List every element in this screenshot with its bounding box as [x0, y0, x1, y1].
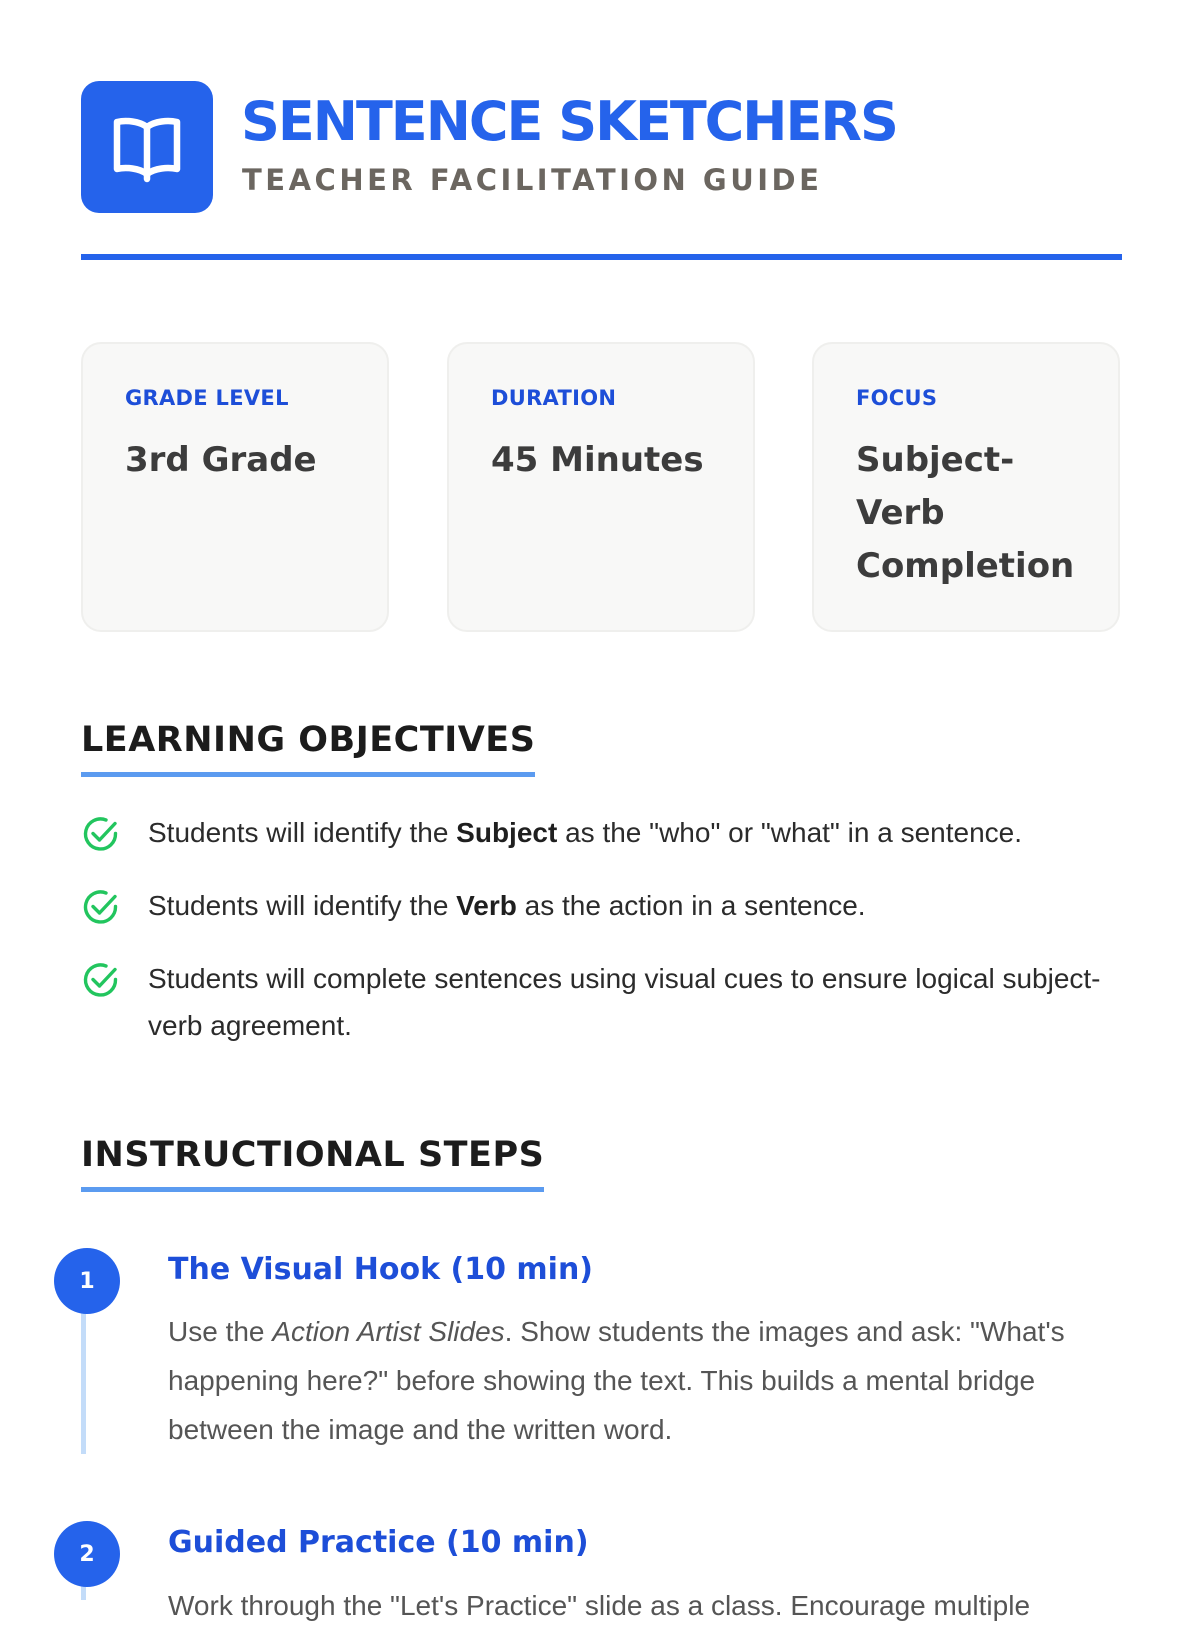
objective-text-part: as the action in a sentence.: [516, 890, 866, 921]
objective-text: [148, 809, 1108, 856]
objective-text-part: Students will identify the: [148, 890, 457, 921]
card-label: FOCUS: [856, 386, 938, 410]
step-description-part: Use the: [168, 1316, 273, 1347]
check-circle-icon: [81, 887, 121, 927]
step-description-part: . Show students the images and ask: "What's happening here?" before showing the text. This builds a mental bridge between the image and the written word.: [168, 1316, 1065, 1445]
duration-card: [447, 342, 755, 632]
objective-text-part: as the "who" or "what" in a sentence.: [557, 817, 1022, 848]
objective-text: [148, 955, 1108, 1049]
step-description: [168, 1581, 1068, 1630]
step-description-emphasis: Action Artist Slides: [272, 1316, 505, 1347]
card-value: Subject-Verb Completion: [856, 440, 1075, 586]
step-number-badge: 1: [54, 1248, 120, 1314]
objective-keyword: Subject: [456, 817, 558, 848]
check-circle-icon: [81, 960, 121, 1000]
objective-text: [148, 882, 1108, 929]
objective-keyword: Verb: [456, 890, 517, 921]
step-description: [168, 1307, 1068, 1454]
card-value: 3rd Grade: [125, 440, 317, 480]
step-description-part: Work through the "Let's Practice" slide as a class. Encourage multiple: [168, 1590, 1031, 1621]
step-connector: [81, 1300, 86, 1454]
card-label: DURATION: [491, 386, 617, 410]
logo: [81, 81, 213, 213]
focus-card: [812, 342, 1120, 632]
grade-level-card: [81, 342, 389, 632]
step-title: The Visual Hook (10 min): [168, 1252, 594, 1287]
page-subtitle: TEACHER FACILITATION GUIDE: [242, 163, 823, 197]
open-book-icon: [109, 111, 185, 183]
page-title: SENTENCE SKETCHERS: [241, 90, 897, 153]
card-label: GRADE LEVEL: [125, 386, 289, 410]
objectives-heading: LEARNING OBJECTIVES: [81, 716, 535, 777]
card-value: 45 Minutes: [491, 440, 704, 480]
header-divider: [81, 254, 1122, 260]
steps-heading: INSTRUCTIONAL STEPS: [81, 1131, 544, 1192]
step-title: Guided Practice (10 min): [168, 1525, 589, 1560]
objective-text-part: Students will identify the: [148, 817, 457, 848]
objective-text-part: Students will complete sentences using visual cues to ensure logical subject-verb agreement.: [148, 963, 1101, 1041]
step-number-badge: 2: [54, 1521, 120, 1587]
check-circle-icon: [81, 814, 121, 854]
